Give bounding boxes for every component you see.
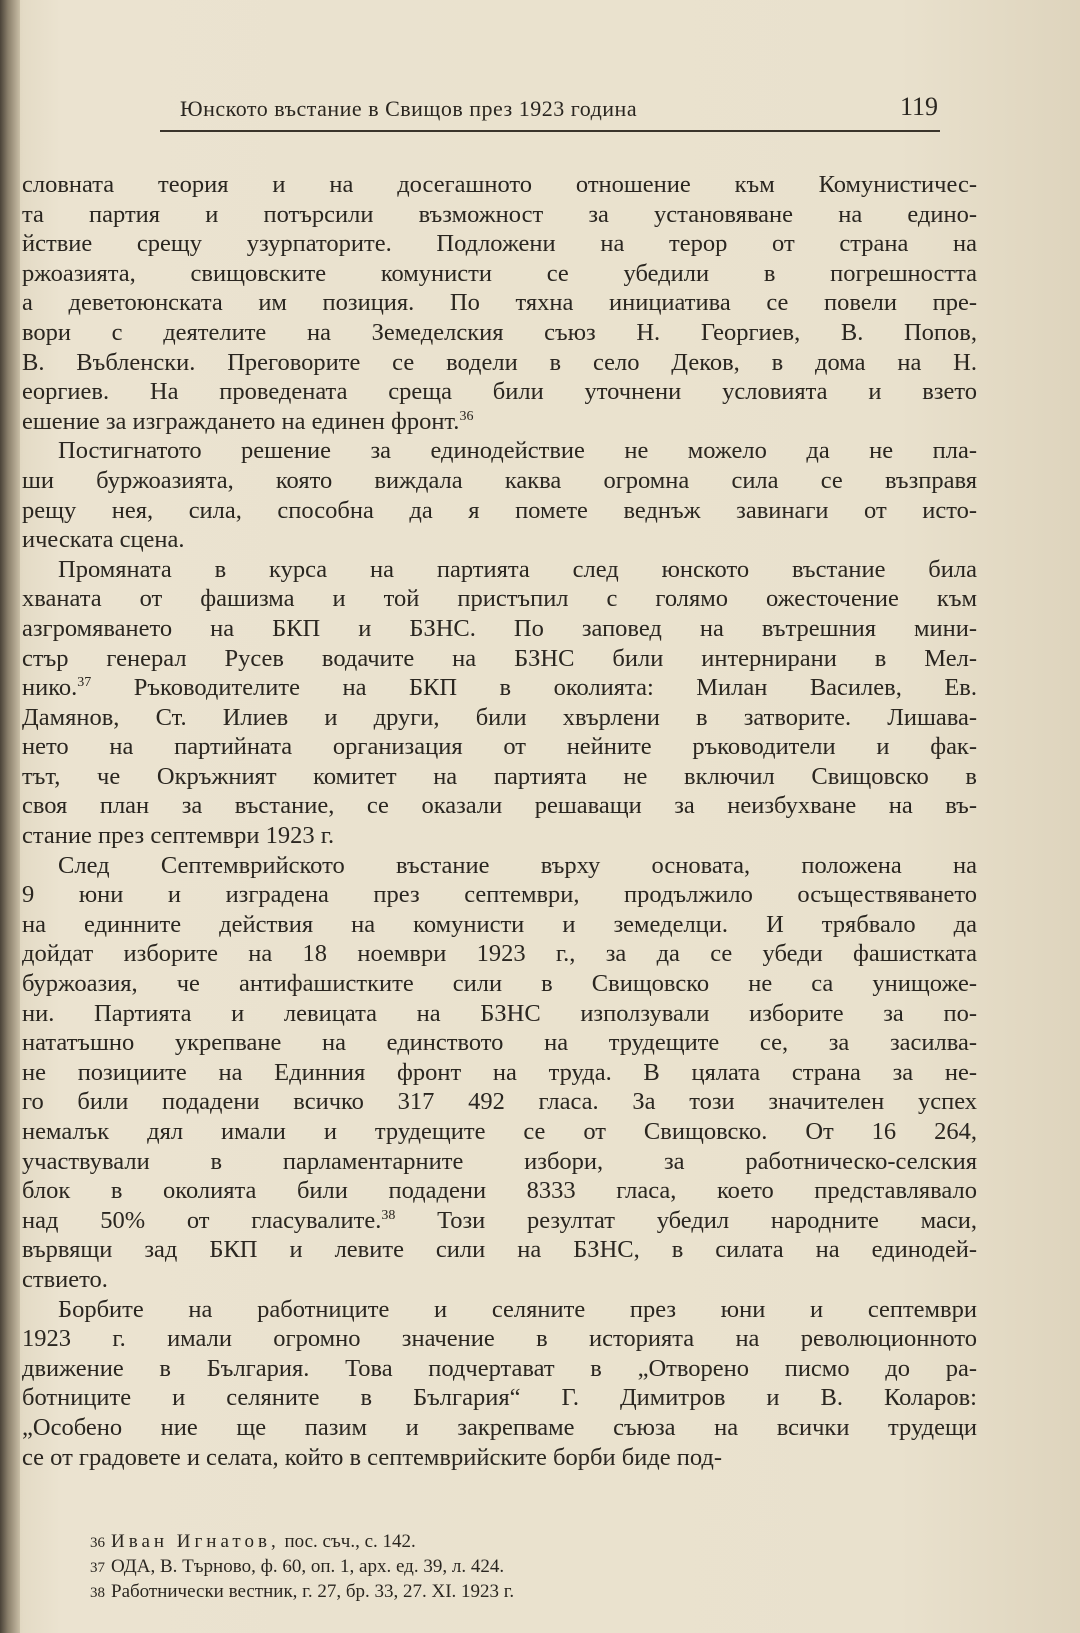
footnotes [90,1530,514,1605]
text-line: 1923 г. имали огромно значение в историята на революционното [22,1325,977,1353]
text-line: се от градовете и селата, който в септемврийските борби биде под- [22,1443,723,1471]
paragraph [22,851,977,1295]
text-line: „Особено ние ще пазим и закрепваме съюза на всички трудещи [22,1413,977,1441]
text-line: ржоазията, свищовските комунисти се убедили в погрешността [22,259,977,287]
text-line: на единните действия на комунисти и земеделци. И трябвало да [22,910,977,938]
footnote-marker: 36 [459,408,474,424]
text-line: 9 юни и изградена през септември, продължило осъществяването [22,881,977,909]
page-number: 119 [899,92,938,121]
footnote-marker: 37 [77,674,92,690]
text-line: Борбите на работниците и селяните през юни и септември [58,1295,977,1323]
paragraph [22,555,977,851]
text-line: а деветоюнската им позиция. По тяхна инициатива се повели пре- [22,289,977,317]
text-line: го били подадени всичко 317 492 гласа. За този значителен успех [22,1088,977,1116]
footnote [90,1555,514,1580]
text-line: стър генерал Русев водачите на БЗНС били интернирани в Мел- [22,644,977,672]
text-line: азгромяването на БКП и БЗНС. По заповед на вътрешния мини- [22,614,977,642]
text-line: та партия и потърсили възможност за установяване на едино- [22,200,977,228]
text-line: ическата сцена. [22,526,185,554]
text-line: буржоазия, че антифашистките сили в Свищовско не са унищоже- [22,970,977,998]
text-line: словната теория и на досегашното отношение към Комунистичес- [22,171,977,198]
text-line: блок в околията били подадени 8333 гласа, което представлявало [22,1177,977,1205]
footnote [90,1530,514,1555]
paragraph [22,1295,977,1473]
text-line: йствие срещу узурпаторите. Подложени на терор от страна на [22,230,977,258]
text-line: не позициите на Единния фронт на труда. В цялата страна за не- [22,1058,977,1086]
running-title: Юнското въстание в Свищов през 1923 година [180,96,638,121]
text-line: немалък дял имали и трудещите се от Свищовско. От 16 264, [22,1118,977,1145]
footnote-number: 37 [90,1560,105,1576]
text-line: ши буржоазията, която виждала каква огромна сила се възправя [22,466,977,494]
text-line: Постигнатото решение за единодействие не можело да не пла- [58,437,977,465]
text-line: еоргиев. На проведената среща били уточнени условията и взето [22,378,977,406]
footnote-text: пос. съч., с. 142. [279,1531,416,1552]
header-rule [160,130,940,132]
text-line: хваната от фашизма и той пристъпил с голямо ожесточение към [22,585,977,613]
text-line: Дамянов, Ст. Илиев и други, били хвърлени в затворите. Лишава- [22,703,977,731]
text-line: ни. Партията и левицата на БЗНС използували изборите за по- [22,999,977,1027]
text-line: нико.$^{37}$ Ръководителите на БКП в околията: Милан Василев, Ев. [22,674,977,702]
text-line: своя план за въстание, се оказали решаващи за неизбухване на въ- [22,792,977,820]
footnote-text: Работнически вестник, г. 27, бр. 33, 27. XI. 1923 г. [111,1581,515,1602]
footnote [90,1580,514,1605]
footnote-number: 36 [90,1535,105,1551]
body-text [22,170,977,1472]
text-line: В. Въбленски. Преговорите се водели в село Деков, в дома на Н. [22,348,977,376]
text-line: вори с деятелите на Земеделския съюз Н. Георгиев, В. Попов, [22,318,977,346]
book-binding-edge [0,0,20,1633]
text-line: участвували в парламентарните избори, за работническо-селския [22,1147,977,1175]
footnote-number: 38 [90,1585,105,1601]
text-line: Промяната в курса на партията след юнското въстание била [58,555,977,583]
footnote-author: Иван Игнатов, [111,1531,280,1552]
footnote-text: ОДА, В. Търново, ф. 60, оп. 1, арх. ед. 39, л. 424. [111,1556,505,1577]
text-line: движение в България. Това подчертават в „Отворено писмо до ра- [22,1354,977,1382]
text-line: над 50% от гласувалите.$^{38}$ Този резултат убедил народните маси, [22,1206,977,1234]
text-line: нето на партийната организация от нейните ръководители и фак- [22,733,977,761]
text-line: ешение за изграждането на единен фронт.$^{36}$ [22,407,474,435]
paragraph [22,170,977,436]
page-header [160,92,940,126]
text-line: вървящи зад БКП и левите сили на БЗНС, в силата на единодей- [22,1236,977,1264]
paragraph [22,436,977,554]
footnote-marker: 38 [381,1207,396,1223]
text-line: нататъшно укрепване на единството на трудещите се, за засилва- [22,1029,977,1057]
text-line: стание през септември 1923 г. [22,822,335,850]
text-line: ствието. [22,1265,108,1293]
text-line: рещу нея, сила, способна да я помете веднъж завинаги от исто- [22,496,977,524]
text-line: След Септемврийското въстание върху основата, положена на [58,851,977,879]
text-line: ботниците и селяните в България“ Г. Димитров и В. Коларов: [22,1384,977,1412]
text-line: дойдат изборите на 18 ноември 1923 г., за да се убеди фашистката [22,940,977,968]
text-line: тът, че Окръжният комитет на партията не включил Свищовско в [22,762,977,790]
